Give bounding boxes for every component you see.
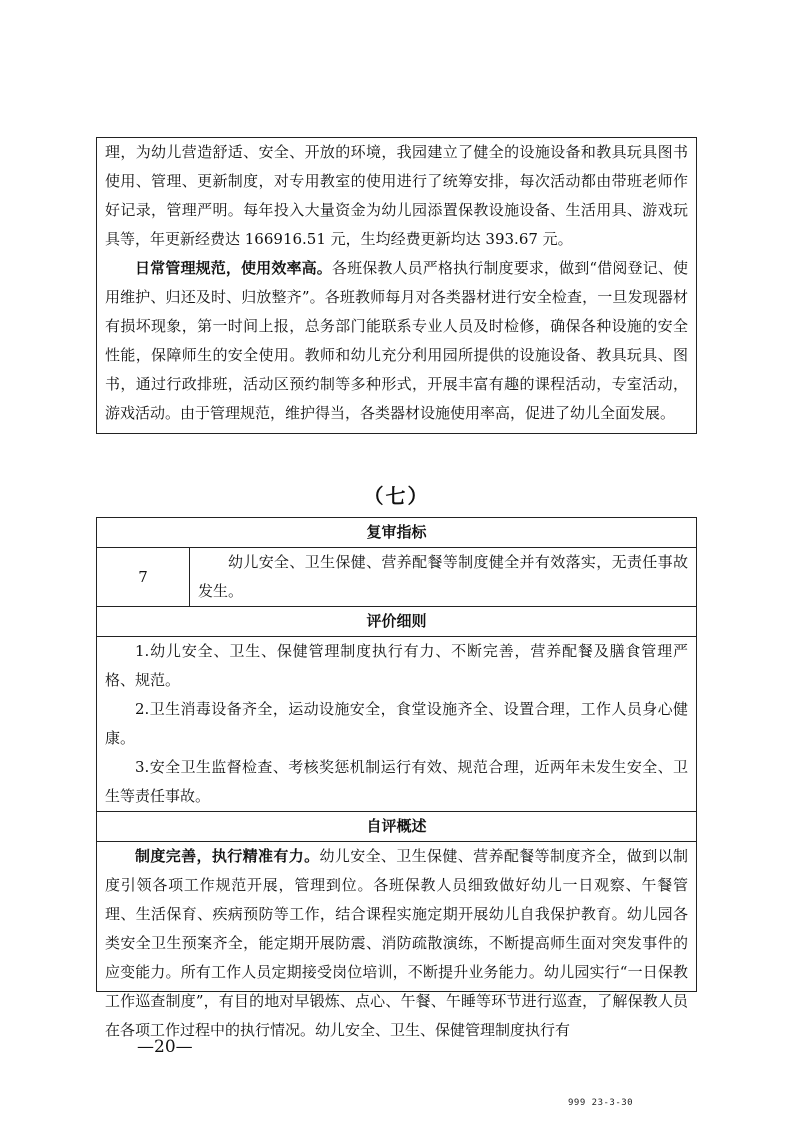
- header-self-evaluation: 自评概述: [97, 812, 696, 842]
- section-title: （七）: [363, 484, 430, 508]
- detail-item: 2.卫生消毒设备齐全，运动设施安全，食堂设施齐全、设置合理，工作人员身心健康。: [105, 700, 688, 747]
- paragraph-lead-bold: 日常管理规范，使用效率高。: [135, 259, 332, 277]
- paragraph-body: 各班保教人员严格执行制度要求，做到“借阅登记、使用维护、归还及时、归放整齐”。各班教师每月对各类器材进行安全检查，一旦发现器材有损坏现象，第一时间上报，总务部门能联系专业人员及时检修，确保各种设施的安全性能，保障师生的安全使用。教师和幼儿充分利用园所提供的设施设备、教具玩具、图书，通过行政排班，活动区预约制等多种形式，开展丰富有趣的课程活动，专室活动，游戏活动。由于管理规范，维护得当，各类器材设施使用率高，促进了幼儿全面发展。: [105, 259, 688, 422]
- continued-text-box: [96, 137, 697, 434]
- paragraph-daily-management: [97, 254, 696, 428]
- review-table: [96, 517, 697, 1039]
- header-evaluation-detail: 评价细则: [97, 607, 696, 637]
- page-number: —20—: [137, 1037, 193, 1057]
- header-review-index: 复审指标: [97, 518, 696, 548]
- self-evaluation-summary: [97, 842, 696, 1045]
- detail-item: 1.幼儿安全、卫生、保健管理制度执行有力、不断完善，营养配餐及膳食管理严格、规范。: [105, 642, 688, 689]
- summary-body: 幼儿安全、卫生保健、营养配餐等制度齐全，做到以制度引领各项工作规范开展，管理到位。各班保教人员细致做好幼儿一日观察、午餐管理、生活保育、疾病预防等工作，结合课程实施定期开展幼儿自我保护教育。幼儿园各类安全卫生预案齐全，能定期开展防震、消防疏散演练，不断提高师生面对突发事件的应变能力。所有工作人员定期接受岗位培训，不断提升业务能力。幼儿园实行“一日保教工作巡查制度”，有目的地对早锻炼、点心、午餐、午睡等环节进行巡查，了解保教人员在各项工作过程中的执行情况。幼儿安全、卫生、保健管理制度执行有: [105, 847, 688, 1039]
- paragraph-continued: 理，为幼儿营造舒适、安全、开放的环境，我园建立了健全的设施设备和教具玩具图书使用、管理、更新制度，对专用教室的使用进行了统筹安排，每次活动都由带班老师作好记录，管理严明。每年投入大量资金为幼儿园添置保教设施设备、生活用具、游戏玩具等，年更新经费达 166916.51 元，生均经费更新均达 393.67 元。: [105, 143, 688, 248]
- detail-item: 3.安全卫生监督检查、考核奖惩机制运行有效、规范合理，近两年未发生安全、卫生等责任事故。: [105, 758, 688, 805]
- index-text: 幼儿安全、卫生保健、营养配餐等制度健全并有效落实，无责任事故发生。: [198, 553, 688, 600]
- summary-paragraph: [97, 842, 696, 1045]
- summary-lead-bold: 制度完善，执行精准有力。: [135, 847, 320, 865]
- index-row: [97, 548, 696, 607]
- print-stamp: 999 23-3-30: [568, 1098, 634, 1108]
- index-text-cell: [190, 548, 696, 606]
- index-number: 7: [97, 548, 190, 606]
- evaluation-details: [97, 637, 696, 812]
